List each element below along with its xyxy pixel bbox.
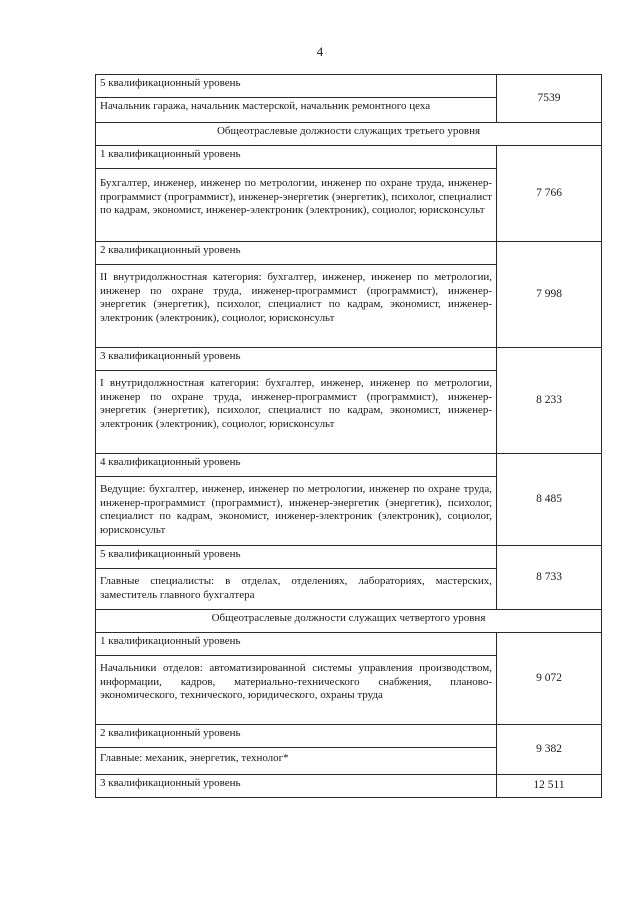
salary-value: 7539 xyxy=(497,75,602,123)
table-row xyxy=(96,775,602,798)
salary-table xyxy=(95,74,602,798)
salary-value: 12 511 xyxy=(497,775,602,798)
salary-value: 8 485 xyxy=(497,454,602,546)
section-row xyxy=(96,123,602,146)
salary-value: 7 766 xyxy=(497,146,602,242)
position-list: Главные специалисты: в отделах, отделениях, лабораториях, мастерских, заместитель главного бухгалтера xyxy=(96,569,497,610)
qualification-level: 5 квалификационный уровень xyxy=(96,546,497,569)
qualification-level: 1 квалификационный уровень xyxy=(96,633,497,656)
table-row xyxy=(96,242,602,265)
table-row xyxy=(96,633,602,656)
position-list: Начальник гаража, начальник мастерской, начальник ремонтного цеха xyxy=(96,98,497,123)
table-row xyxy=(96,725,602,748)
table-row xyxy=(96,546,602,569)
section-row xyxy=(96,610,602,633)
salary-value: 9 072 xyxy=(497,633,602,725)
section-title: Общеотраслевые должности служащих третьего уровня xyxy=(96,123,602,146)
qualification-level: 3 квалификационный уровень xyxy=(96,775,497,798)
qualification-level: 5 квалификационный уровень xyxy=(96,75,497,98)
position-list: Начальники отделов: автоматизированной системы управления производством, информации, кадров, материально-технического снабжения, планово-экономического, технического, юридического, охраны труда xyxy=(96,656,497,725)
qualification-level: 3 квалификационный уровень xyxy=(96,348,497,371)
table-row xyxy=(96,146,602,169)
table-row xyxy=(96,454,602,477)
position-list: Ведущие: бухгалтер, инженер, инженер по метрологии, инженер по охране труда, инженер-программист (программист), инженер-энергетик (энергетик), психолог, специалист по кадрам, экономист, инженер-электроник (электроник), социолог, юрисконсульт xyxy=(96,477,497,546)
position-list: I внутридолжностная категория: бухгалтер, инженер, инженер по метрологии, инженер по охране труда, инженер-программист (программист), инженер-энергетик (энергетик), психолог, специалист по кадрам, экономист, инженер-электроник (электроник), социолог, юрисконсульт xyxy=(96,371,497,454)
qualification-level: 4 квалификационный уровень xyxy=(96,454,497,477)
section-title: Общеотраслевые должности служащих четвертого уровня xyxy=(96,610,602,633)
position-list: II внутридолжностная категория: бухгалтер, инженер, инженер по метрологии, инженер по охране труда, инженер-программист (программист), инженер-энергетик (энергетик), психолог, специалист по кадрам, экономист, инженер-электроник (электроник), социолог, юрисконсульт xyxy=(96,265,497,348)
salary-value: 8 233 xyxy=(497,348,602,454)
qualification-level: 2 квалификационный уровень xyxy=(96,242,497,265)
table-row xyxy=(96,348,602,371)
salary-value: 9 382 xyxy=(497,725,602,775)
table-row xyxy=(96,75,602,98)
qualification-level: 1 квалификационный уровень xyxy=(96,146,497,169)
position-list: Бухгалтер, инженер, инженер по метрологии, инженер по охране труда, инженер-программист (программист), инженер-энергетик (энергетик), психолог, специалист по кадрам, экономист, инженер-электроник (электроник), социолог, юрисконсульт xyxy=(96,169,497,242)
position-list: Главные: механик, энергетик, технолог* xyxy=(96,748,497,775)
salary-value: 7 998 xyxy=(497,242,602,348)
qualification-level: 2 квалификационный уровень xyxy=(96,725,497,748)
salary-value: 8 733 xyxy=(497,546,602,610)
page-number: 4 xyxy=(316,44,324,59)
